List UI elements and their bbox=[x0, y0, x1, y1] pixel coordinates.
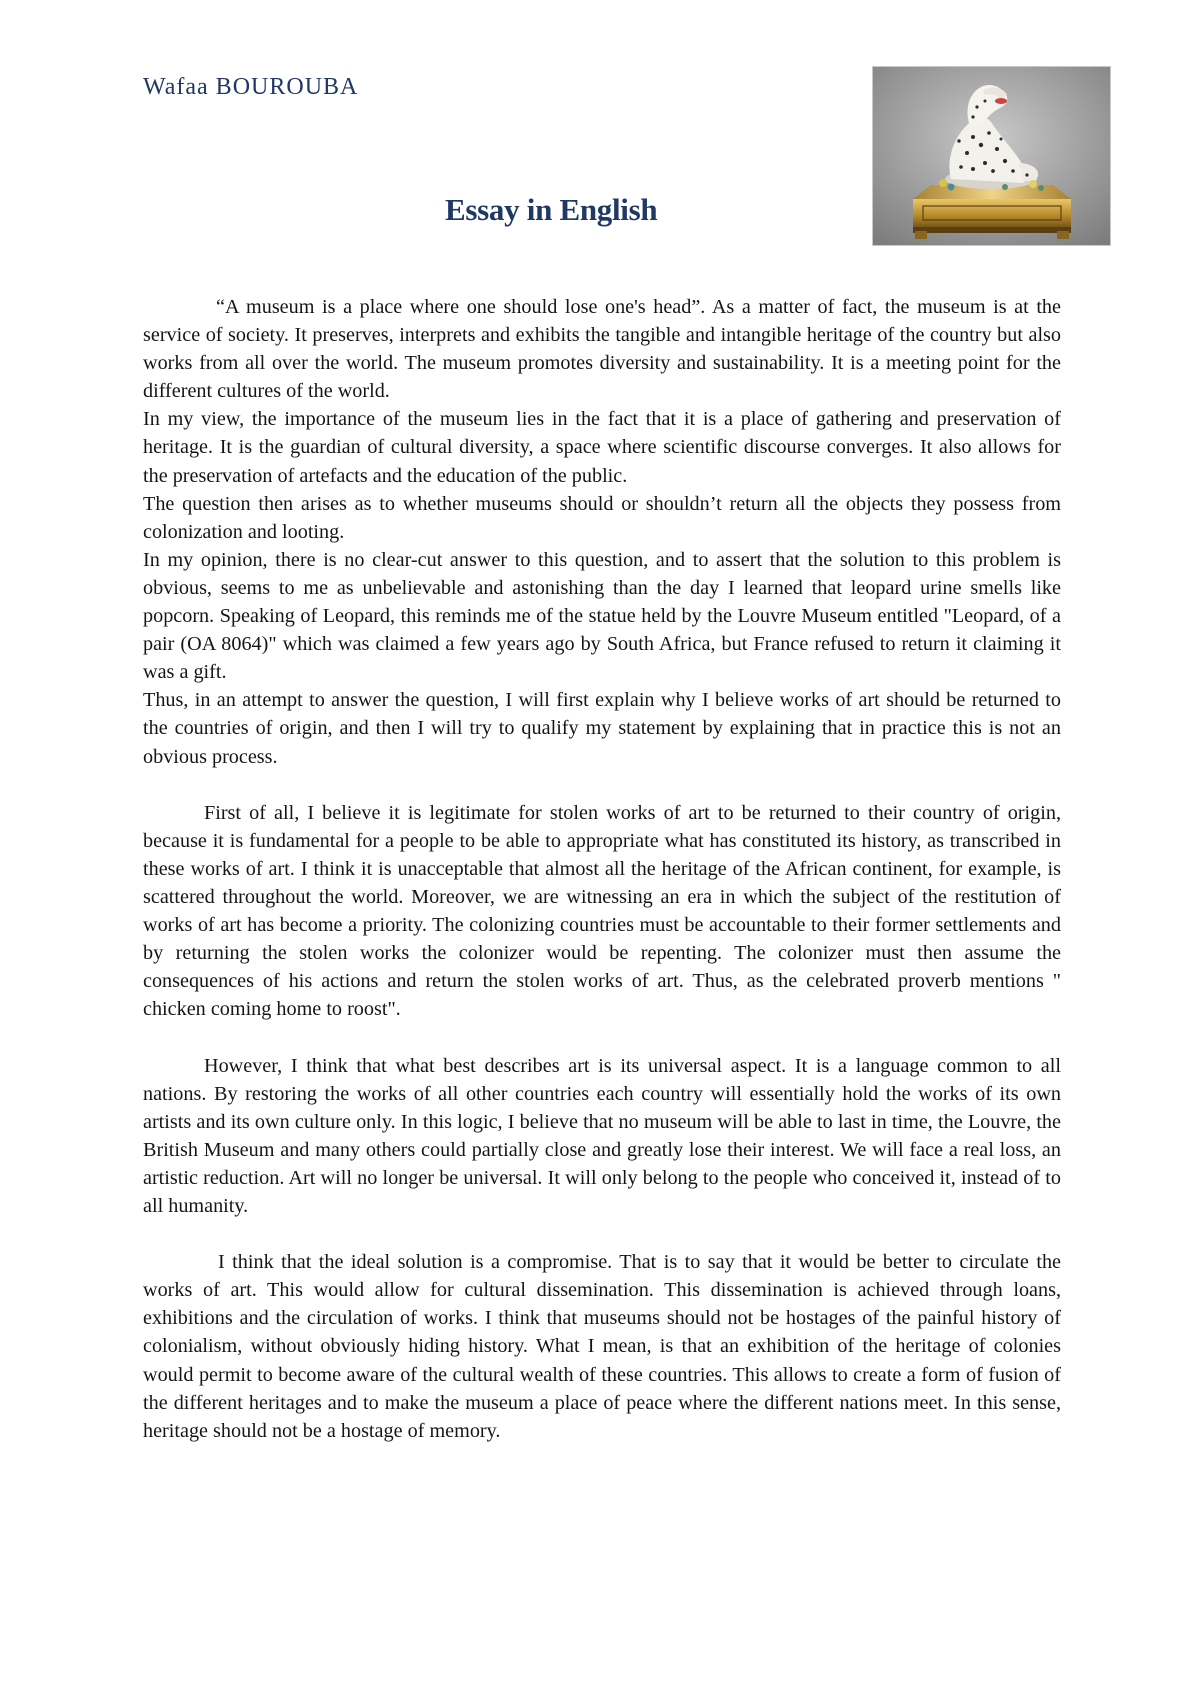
author-name: Wafaa BOUROUBA bbox=[143, 74, 359, 100]
paragraph-spacer bbox=[143, 771, 1061, 799]
essay-body bbox=[143, 293, 1061, 1445]
paragraph-importance: In my view, the importance of the museum lies in the fact that it is a place of gathering and preservation of heritage. It is the guardian of cultural diversity, a space where scientific discourse converges. It also allows for the preservation of artefacts and the education of the public. bbox=[143, 408, 1061, 487]
paragraph-opinion: In my opinion, there is no clear-cut answer to this question, and to assert that the solution to this problem is obvious, seems to me as unbelievable and astonishing than the day I learned that leopard urine smells like popcorn. Speaking of Leopard, this reminds me of the statue held by the Louvre Museum entitled "Leopard, of a pair (OA 8064)" which was claimed a few years ago by South Africa, but France refused to return it claiming it was a gift. bbox=[143, 548, 1061, 684]
leopard-statue-photo bbox=[872, 66, 1111, 246]
paragraph-first-argument: First of all, I believe it is legitimate for stolen works of art to be returned to their country of origin, because it is fundamental for a people to be able to appropriate what has constituted its history, as transcribed in these works of art. I think it is unacceptable that almost all the heritage of the African continent, for example, is scattered throughout the world. Moreover, we are witnessing an era in which the subject of the restitution of works of art has become a priority. The colonizing countries must be accountable to their former settlements and by returning the stolen works the colonizer would be repenting. The colonizer must then assume the consequences of his actions and return the stolen works of art. Thus, as the celebrated proverb mentions " chicken coming home to roost". bbox=[143, 801, 1061, 1021]
paragraph-plan: Thus, in an attempt to answer the question, I will first explain why I believe works of art should be returned to the countries of origin, and then I will try to qualify my statement by explaining that in practice this is not an obvious process. bbox=[143, 689, 1061, 768]
paragraph-counter-argument: However, I think that what best describes art is its universal aspect. It is a language common to all nations. By restoring the works of all other countries each country will essentially hold the works of its own artists and its own culture only. In this logic, I believe that no museum will be able to last in time, the Louvre, the British Museum and many others could partially close and greatly lose their interest. We will face a real loss, an artistic reduction. Art will no longer be universal. It will only belong to the people who conceived it, instead of to all humanity. bbox=[143, 1054, 1061, 1217]
paragraph-spacer bbox=[143, 1023, 1061, 1051]
paragraph-spacer bbox=[143, 1220, 1061, 1248]
paragraph-question: The question then arises as to whether museums should or shouldn’t return all the objects they possess from colonization and looting. bbox=[143, 492, 1061, 543]
paragraph-conclusion: I think that the ideal solution is a compromise. That is to say that it would be better to circulate the works of art. This would allow for cultural dissemination. This dissemination is achieved through loans, exhibitions and the circulation of works. I think that museums should not be hostages of the painful history of colonialism, without obviously hiding history. What I mean, is that an exhibition of the heritage of colonies would permit to become aware of the cultural wealth of these countries. This allows to create a form of fusion of the different heritages and to make the museum a place of peace where the different nations meet. In this sense, heritage should not be a hostage of memory. bbox=[143, 1251, 1061, 1442]
paragraph-intro: “A museum is a place where one should lose one's head”. As a matter of fact, the museum is at the service of society. It preserves, interprets and exhibits the tangible and intangible heritage of the country but also works from all over the world. The museum promotes diversity and sustainability. It is a meeting point for the different cultures of the world. bbox=[143, 296, 1061, 403]
page-title: Essay in English bbox=[445, 192, 658, 227]
